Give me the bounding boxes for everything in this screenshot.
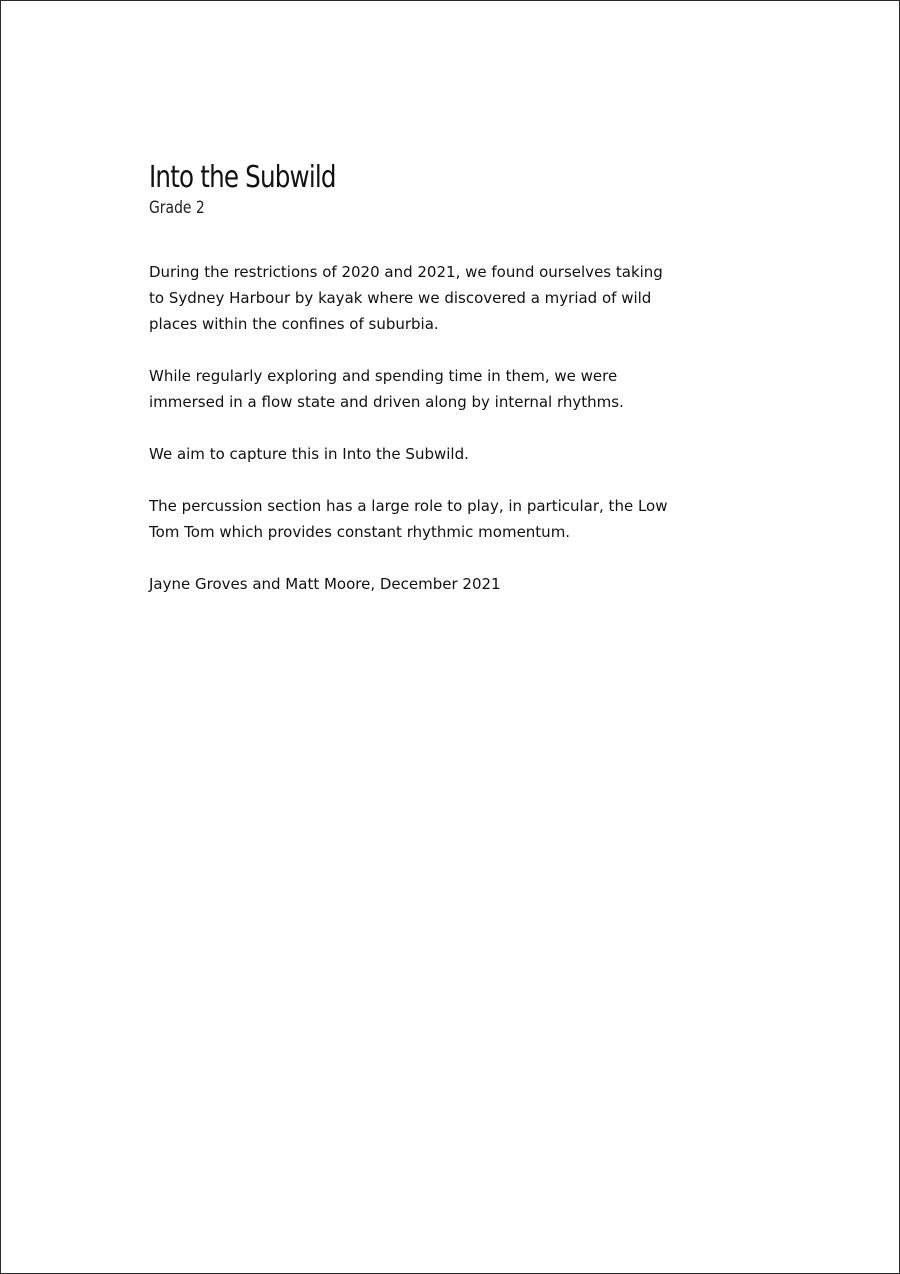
document-subtitle: Grade 2 bbox=[149, 198, 205, 218]
paragraph-restrictions bbox=[149, 259, 709, 337]
paragraph-flow-state bbox=[149, 363, 709, 415]
document-body bbox=[149, 259, 709, 597]
paragraph-line: The percussion section has a large role to play, in particular, the Low bbox=[149, 497, 668, 515]
paragraph-line: During the restrictions of 2020 and 2021, we found ourselves taking bbox=[149, 263, 663, 281]
document-title: Into the Subwild bbox=[149, 160, 336, 195]
paragraph-line: to Sydney Harbour by kayak where we discovered a myriad of wild bbox=[149, 289, 652, 307]
paragraph-line: While regularly exploring and spending time in them, we were bbox=[149, 367, 618, 385]
paragraph-line: Tom Tom which provides constant rhythmic momentum. bbox=[149, 523, 571, 541]
paragraph-line: places within the confines of suburbia. bbox=[149, 315, 439, 333]
paragraph-signature bbox=[149, 571, 709, 597]
paragraph-aim bbox=[149, 441, 709, 467]
paragraph-percussion bbox=[149, 493, 709, 545]
document-content bbox=[149, 159, 709, 623]
paragraph-line: immersed in a flow state and driven along by internal rhythms. bbox=[149, 393, 624, 411]
paragraph-line: We aim to capture this in Into the Subwild. bbox=[149, 445, 469, 463]
paragraph-line: Jayne Groves and Matt Moore, December 2021 bbox=[149, 575, 501, 593]
